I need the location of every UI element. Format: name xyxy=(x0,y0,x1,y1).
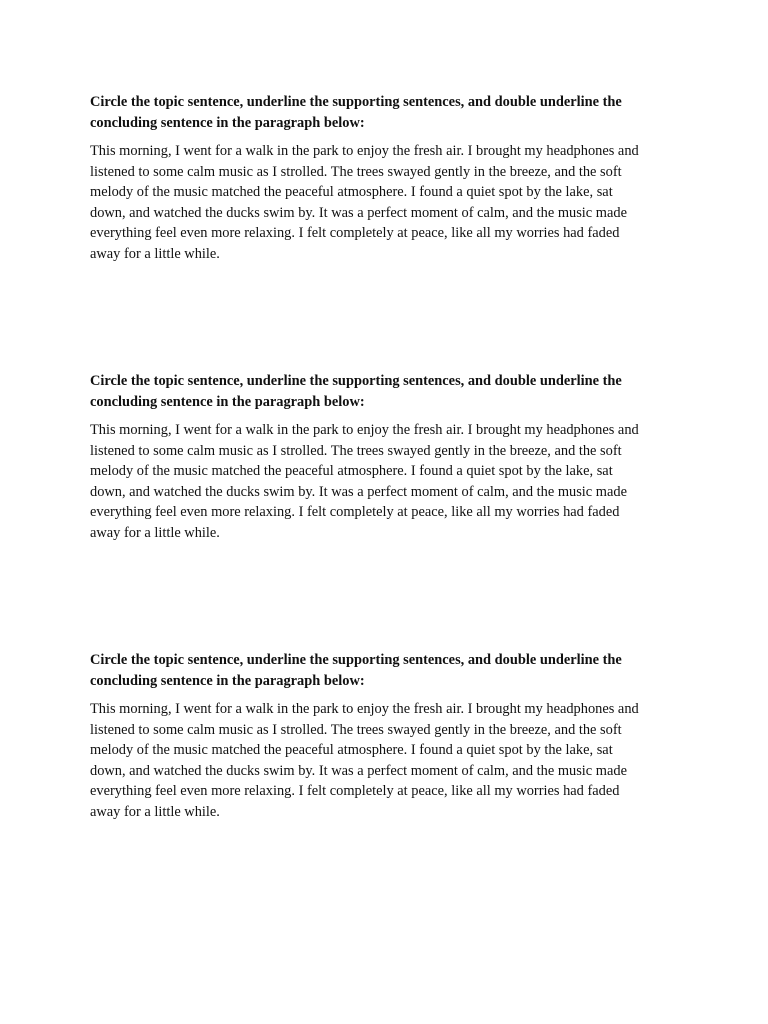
paragraph-line: everything feel even more relaxing. I felt completely at peace, like all my worries had faded xyxy=(90,225,620,241)
instruction-line: Circle the topic sentence, underline the supporting sentences, and double underline the xyxy=(90,94,622,110)
paragraph-line: This morning, I went for a walk in the park to enjoy the fresh air. I brought my headphones and xyxy=(90,701,639,717)
instruction-line: concluding sentence in the paragraph below: xyxy=(90,672,365,689)
paragraph-line: down, and watched the ducks swim by. It was a perfect moment of calm, and the music made xyxy=(90,483,627,500)
paragraph-line: melody of the music matched the peaceful atmosphere. I found a quiet spot by the lake, sat xyxy=(90,463,613,479)
exercise-paragraph xyxy=(90,141,670,264)
paragraph-line: This morning, I went for a walk in the park to enjoy the fresh air. I brought my headphones and xyxy=(90,422,639,438)
instruction-line: concluding sentence in the paragraph below: xyxy=(90,114,365,131)
paragraph-line: away for a little while. xyxy=(90,803,220,820)
exercise-2 xyxy=(90,371,670,543)
paragraph-line: listened to some calm music as I strolled. The trees swayed gently in the breeze, and the soft xyxy=(90,721,622,738)
paragraph-line: melody of the music matched the peaceful atmosphere. I found a quiet spot by the lake, sat xyxy=(90,742,613,758)
instruction-line: Circle the topic sentence, underline the supporting sentences, and double underline the xyxy=(90,652,622,668)
paragraph-line: down, and watched the ducks swim by. It was a perfect moment of calm, and the music made xyxy=(90,762,627,779)
exercise-instruction xyxy=(90,650,670,691)
exercise-1 xyxy=(90,92,670,264)
exercise-paragraph xyxy=(90,420,670,543)
paragraph-line: melody of the music matched the peaceful atmosphere. I found a quiet spot by the lake, sat xyxy=(90,184,613,200)
exercise-paragraph xyxy=(90,699,670,822)
paragraph-line: away for a little while. xyxy=(90,524,220,541)
instruction-line: Circle the topic sentence, underline the supporting sentences, and double underline the xyxy=(90,373,622,389)
paragraph-line: everything feel even more relaxing. I felt completely at peace, like all my worries had faded xyxy=(90,783,620,799)
paragraph-line: away for a little while. xyxy=(90,245,220,262)
exercise-instruction xyxy=(90,371,670,412)
instruction-line: concluding sentence in the paragraph below: xyxy=(90,393,365,410)
paragraph-line: listened to some calm music as I strolled. The trees swayed gently in the breeze, and the soft xyxy=(90,442,622,459)
exercise-3 xyxy=(90,650,670,822)
paragraph-line: everything feel even more relaxing. I felt completely at peace, like all my worries had faded xyxy=(90,504,620,520)
paragraph-line: listened to some calm music as I strolled. The trees swayed gently in the breeze, and the soft xyxy=(90,163,622,180)
paragraph-line: This morning, I went for a walk in the park to enjoy the fresh air. I brought my headphones and xyxy=(90,143,639,159)
exercise-instruction xyxy=(90,92,670,133)
paragraph-line: down, and watched the ducks swim by. It was a perfect moment of calm, and the music made xyxy=(90,204,627,221)
